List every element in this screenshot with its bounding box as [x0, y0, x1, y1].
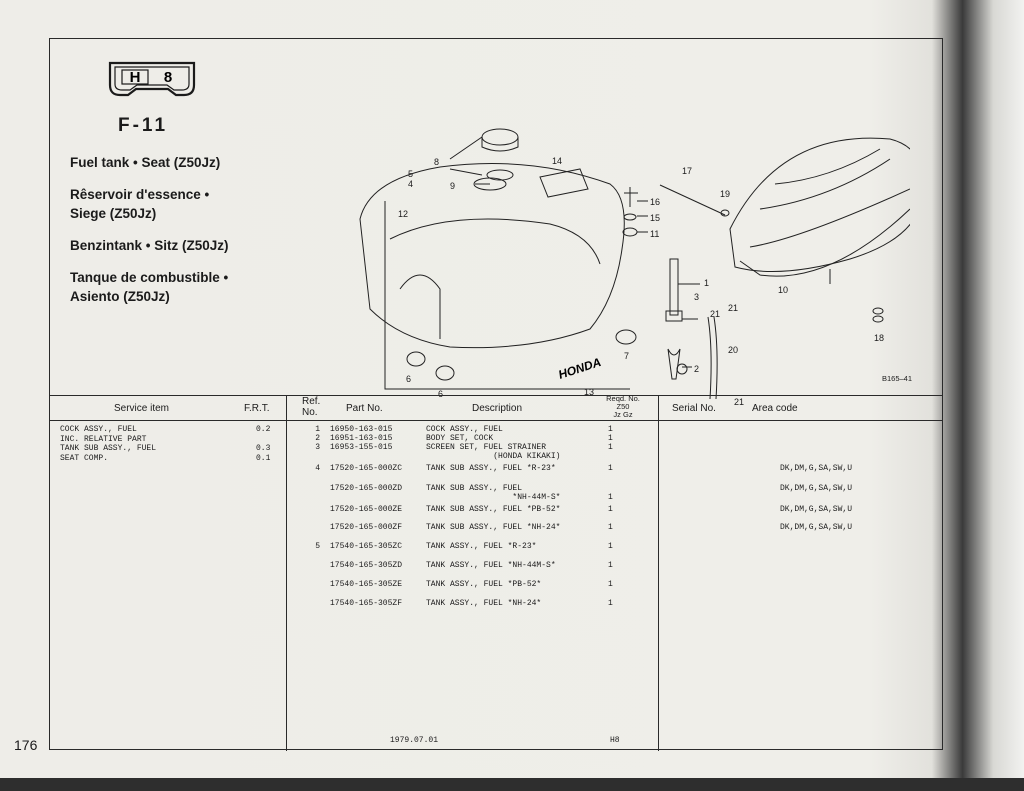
svg-text:18: 18: [874, 333, 885, 343]
parts-row: 4 17520-165-000ZC TANK SUB ASSY., FUEL *R-23* 1 DK,DM,G,SA,SW,U: [315, 464, 853, 473]
parts-row: 3 16953-155-015 SCREEN SET, FUEL STRAINER 1: [315, 443, 613, 452]
svg-text:9: 9: [450, 181, 456, 191]
hdr-ref: Ref. No.: [302, 396, 321, 418]
title-en: Fuel tank • Seat (Z50Jz): [70, 155, 221, 170]
parts-row: 1 16950-163-015 COCK ASSY., FUEL 1: [315, 425, 613, 434]
svg-text:6: 6: [406, 374, 412, 384]
title-fr-1: Rêservoir d'essence •: [70, 187, 210, 202]
svg-text:4: 4: [408, 179, 414, 189]
svg-text:20: 20: [728, 345, 739, 355]
figure-number: F-11: [118, 115, 169, 136]
parts-row: 5 17540-165-305ZC TANK ASSY., FUEL *R-23* 1: [315, 542, 613, 551]
hdr-frt: F.R.T.: [244, 403, 270, 414]
hdr-serial-no: Serial No.: [672, 403, 716, 414]
svg-text:21: 21: [734, 397, 745, 407]
svg-text:10: 10: [778, 285, 789, 295]
table-header-rule: [50, 420, 942, 421]
table-top-rule: [50, 395, 942, 396]
parts-row: 17540-165-305ZF TANK ASSY., FUEL *NH-24* 1: [330, 599, 613, 608]
fuel-cap-shape: [482, 129, 518, 145]
svg-text:2: 2: [694, 364, 700, 374]
title-es-2: Asiento (Z50Jz): [70, 289, 170, 304]
footer-date: 1979.07.01: [390, 736, 439, 745]
callout-labels: [398, 156, 884, 407]
svg-text:11: 11: [650, 229, 660, 239]
parts-row: (HONDA KIKAKI): [426, 452, 561, 461]
svg-text:6: 6: [438, 389, 444, 399]
svg-text:15: 15: [650, 213, 661, 223]
svg-text:21: 21: [728, 303, 739, 313]
badge-number: 8: [163, 69, 173, 86]
parts-row: 17520-165-000ZD TANK SUB ASSY., FUEL DK,DM,G,SA,SW,U: [330, 484, 853, 493]
svg-text:8: 8: [434, 157, 440, 167]
service-item-row: COCK ASSY., FUEL 0.2: [60, 425, 271, 434]
badge-letter: H: [129, 69, 141, 86]
hdr-reqd: Reqd. No. Z50 Jz Gz: [606, 394, 640, 419]
seat-shape: [730, 138, 910, 271]
diagram-code: B165–41: [882, 374, 913, 383]
svg-text:1: 1: [704, 278, 710, 288]
parts-row: 17520-165-000ZE TANK SUB ASSY., FUEL *PB-52* 1 DK,DM,G,SA,SW,U: [330, 505, 853, 514]
parts-catalog-frame: [49, 38, 943, 750]
exploded-diagram: [330, 89, 913, 409]
hdr-part-no: Part No.: [346, 403, 383, 414]
svg-text:17: 17: [682, 166, 693, 176]
service-item-row: TANK SUB ASSY., FUEL 0.3: [60, 444, 271, 453]
hdr-service-item: Service item: [114, 403, 170, 414]
service-item-row: INC. RELATIVE PART: [60, 434, 147, 444]
svg-text:21: 21: [710, 309, 721, 319]
title-fr-2: Siege (Z50Jz): [70, 206, 157, 221]
parts-row: 17540-165-305ZD TANK ASSY., FUEL *NH-44M-S* 1: [330, 561, 613, 570]
title-de: Benzintank • Sitz (Z50Jz): [70, 238, 229, 253]
hdr-description: Description: [472, 403, 523, 414]
svg-text:14: 14: [552, 156, 563, 166]
svg-text:19: 19: [720, 189, 731, 199]
parts-row: *NH-44M-S* 1: [426, 493, 613, 502]
parts-row: 17540-165-305ZE TANK ASSY., FUEL *PB-52* 1: [330, 580, 613, 589]
svg-text:5: 5: [408, 169, 414, 179]
parts-row: 2 16951-163-015 BODY SET, COCK 1: [315, 434, 613, 443]
svg-text:16: 16: [650, 197, 661, 207]
fuel-hose-shape: [708, 317, 711, 399]
title-es-1: Tanque de combustible •: [70, 270, 229, 285]
figure-titles: [70, 153, 229, 306]
fuel-tank-shape: [360, 163, 624, 347]
footer-code: H8: [610, 736, 620, 745]
hdr-area-code: Area code: [752, 403, 798, 414]
svg-text:7: 7: [624, 351, 630, 361]
scanner-edge: [0, 778, 1024, 791]
parts-row: 17520-165-000ZF TANK SUB ASSY., FUEL *NH-24* 1 DK,DM,G,SA,SW,U: [330, 523, 853, 532]
svg-text:13: 13: [584, 387, 595, 397]
svg-text:12: 12: [398, 209, 409, 219]
page-number: 176: [14, 737, 38, 753]
service-item-row: SEAT COMP. 0.1: [60, 453, 271, 463]
honda-logo-text: HONDA: [556, 354, 603, 382]
svg-text:3: 3: [694, 292, 700, 302]
section-badge: [106, 59, 198, 99]
